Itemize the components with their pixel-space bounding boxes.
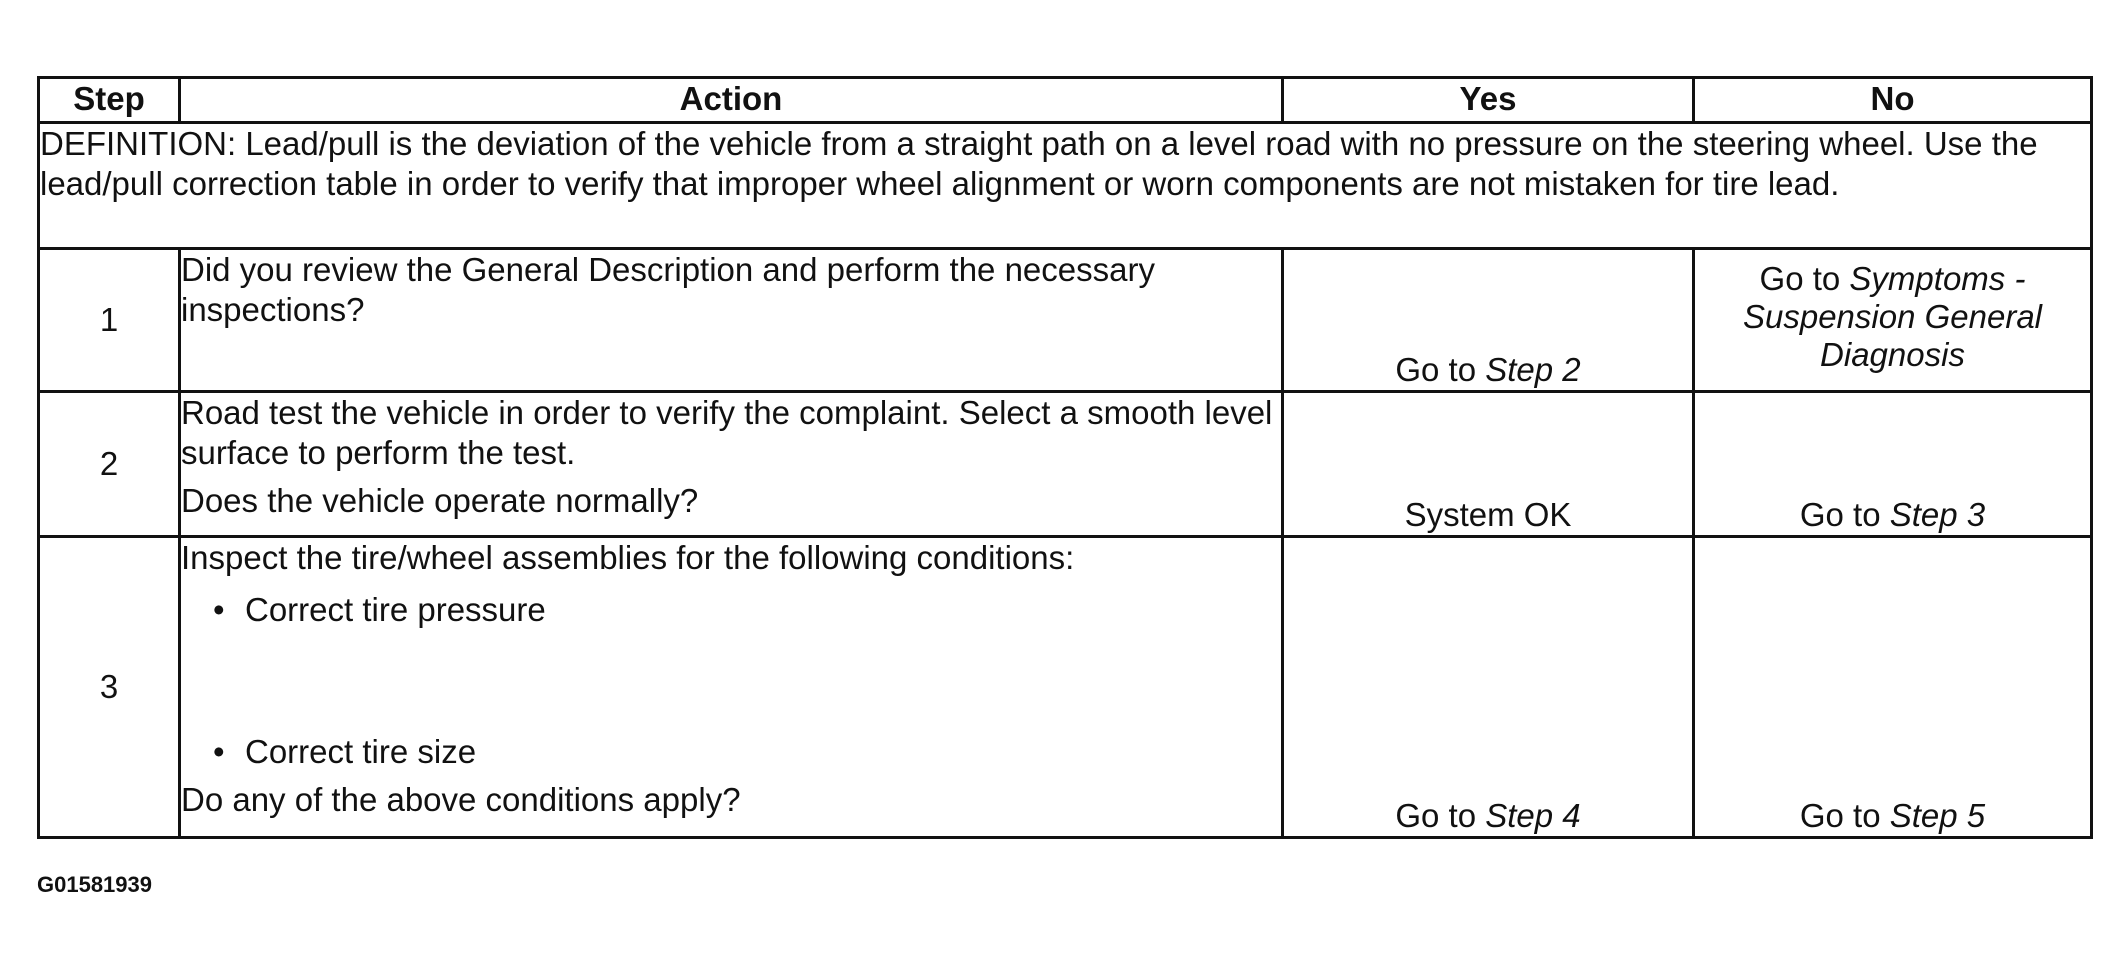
- no-cell: [1694, 249, 2092, 392]
- no-step-link: Step 5: [1889, 797, 1986, 834]
- list-item: • Correct tire size: [209, 732, 1281, 772]
- yes-cell: [1283, 537, 1694, 838]
- no-reference-link: Symptoms - Suspension General Diagnosis: [1742, 260, 2043, 373]
- action-text: Did you review the General Description and perform the necessary inspections?: [180, 249, 1283, 392]
- table-row: [39, 249, 2092, 392]
- yes-prefix: Go to: [1395, 797, 1486, 834]
- step-number: 3: [39, 537, 180, 838]
- no-prefix: Go to: [1799, 496, 1890, 533]
- step-number: 1: [39, 249, 180, 392]
- definition-row: [39, 123, 2092, 249]
- yes-step-link: Step 2: [1485, 351, 1581, 388]
- no-prefix: Go to: [1799, 797, 1890, 834]
- step-number: 2: [39, 392, 180, 537]
- figure-id: G01581939: [37, 872, 152, 897]
- action-instruction: Inspect the tire/wheel assemblies for the following conditions:: [181, 539, 1075, 576]
- header-step: Step: [39, 78, 180, 123]
- yes-cell: System OK: [1283, 392, 1694, 537]
- no-cell: [1694, 537, 2092, 838]
- yes-step-link: Step 4: [1485, 797, 1581, 834]
- action-cell: [180, 537, 1283, 838]
- diagnostic-table: [37, 76, 2093, 839]
- no-prefix: Go to: [1759, 260, 1850, 297]
- action-instruction: Road test the vehicle in order to verify the complaint. Select a smooth level surface to perform the test.: [181, 394, 1273, 471]
- no-step-link: Step 3: [1889, 496, 1986, 533]
- list-item: • Correct tire pressure: [209, 590, 1281, 630]
- header-yes: Yes: [1283, 78, 1694, 123]
- table-row: [39, 392, 2092, 537]
- no-cell: [1694, 392, 2092, 537]
- yes-prefix: Go to: [1395, 351, 1486, 388]
- definition-text: DEFINITION: Lead/pull is the deviation of the vehicle from a straight path on a level road with no pressure on the steering wheel. Use the lead/pull correction table in order to verify that improper wheel alignment or worn components are not mistaken for tire lead.: [39, 123, 2092, 249]
- header-action: Action: [180, 78, 1283, 123]
- conditions-list: [181, 590, 1281, 772]
- table-row: [39, 537, 2092, 838]
- action-question: Do any of the above conditions apply?: [181, 781, 741, 818]
- action-cell: [180, 392, 1283, 537]
- table-header-row: [39, 78, 2092, 123]
- diagnostic-table-container: [37, 76, 2090, 839]
- yes-cell: [1283, 249, 1694, 392]
- action-question: Does the vehicle operate normally?: [181, 482, 699, 519]
- header-no: No: [1694, 78, 2092, 123]
